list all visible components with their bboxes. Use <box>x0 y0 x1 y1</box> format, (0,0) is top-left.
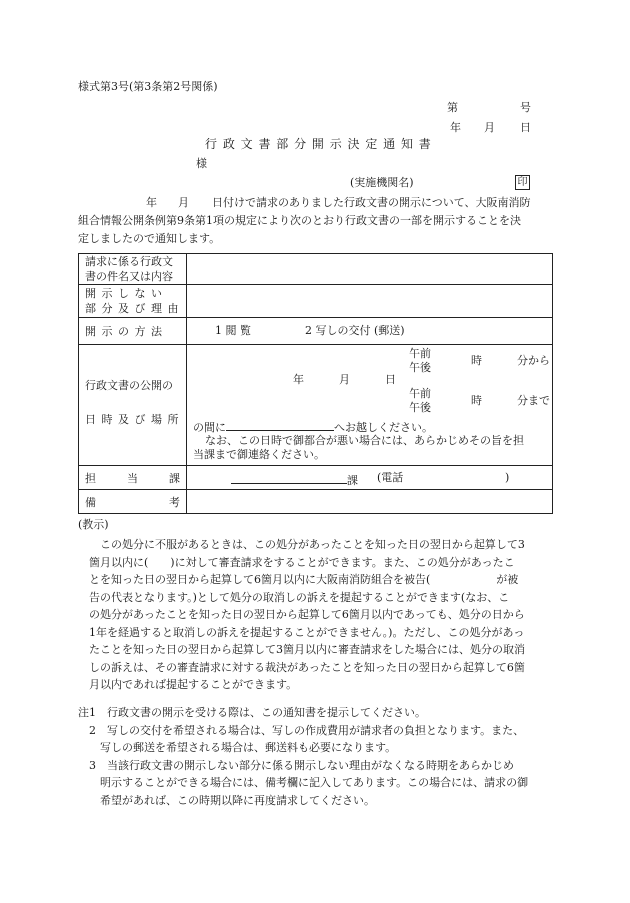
place-blank-underline <box>226 418 334 431</box>
label-department-text: 担 当 課 <box>85 471 180 485</box>
document-number-prefix: 第 <box>447 101 458 114</box>
label-request-subject <box>79 254 187 285</box>
start-hour-label: 時 <box>471 354 482 367</box>
schedule-month-label: 月 <box>339 373 350 386</box>
instruction-line: この処分に不服があるときは、この処分があったことを知った日の翌日から起算して3 <box>100 538 525 551</box>
instruction-line: 告の代表となります。)として処分の取消しの訴えを提起することができます(なお、こ <box>89 590 510 604</box>
instruction-line: とを知った日の翌日から起算して6箇月以内に大阪南消防組合を被告( が被 <box>89 573 519 586</box>
label-method <box>79 318 187 345</box>
note-2-line2: 写しの郵送を希望される場合は、郵送料も必要になります。 <box>100 741 397 754</box>
schedule-day-label: 日 <box>385 373 396 386</box>
row-method <box>79 318 553 345</box>
decision-table <box>78 253 553 514</box>
value-method <box>187 318 553 345</box>
instruction-line: の処分があったことを知った日の翌日から起算して6箇月以内であっても、処分の日から <box>89 608 525 621</box>
document-title: 行 政 文 書 部 分 開 示 決 定 通 知 書 <box>205 137 432 151</box>
document-number-suffix: 号 <box>520 101 531 114</box>
value-department <box>187 466 553 490</box>
department-suffix: 課 <box>347 474 358 487</box>
issuer-name: (実施機関名) <box>350 176 414 189</box>
end-minute-label: 分まで <box>517 394 550 407</box>
label-schedule <box>79 345 187 466</box>
date-day-label: 日 <box>520 121 531 134</box>
label-request-subject-line2: 書の件名又は内容 <box>85 270 173 283</box>
label-undisclosed <box>79 285 187 318</box>
place-between-text: の間に <box>193 421 226 434</box>
place-visit-text: へお越しください。 <box>334 421 433 434</box>
instruction-line: しの訴えは、その審査請求に対する裁決があったことを知った日の翌日から起算して6箇 <box>89 660 525 674</box>
value-schedule <box>187 345 553 466</box>
note-3-line2: 明示することができる場合には、備考欄に記入してあります。この場合には、請求の御 <box>100 776 529 789</box>
schedule-note-line1: なお、この日時で御都合が悪い場合には、あらかじめその旨を担 <box>205 434 524 447</box>
end-pm-label: 午後 <box>409 401 431 414</box>
start-minute-label: 分から <box>517 354 550 367</box>
method-option-copy: 2 写しの交付 (郵送) <box>305 324 405 337</box>
end-am-label: 午前 <box>409 387 431 400</box>
label-undisclosed-line2: 部 分 及 び 理 由 <box>85 302 180 315</box>
instruction-line: たことを知った日の翌日から起算して3箇月以内に審査請求をした場合には、処分の取消 <box>89 643 525 656</box>
department-blank-underline <box>231 471 347 484</box>
phone-close: ) <box>505 471 510 484</box>
notes-section <box>78 704 558 809</box>
end-hour-label: 時 <box>471 394 482 407</box>
seal-text: 印 <box>515 175 530 190</box>
row-request-subject <box>79 254 553 285</box>
intro-month: 月 <box>178 196 189 209</box>
instruction-body <box>78 536 553 694</box>
instruction-heading: (教示) <box>78 518 109 531</box>
start-am-label: 午前 <box>409 347 431 360</box>
value-request-subject <box>187 254 553 285</box>
schedule-year-label: 年 <box>293 373 304 386</box>
label-undisclosed-line1: 開 示 し な い <box>85 287 163 300</box>
note-1: 注1 行政文書の開示を受ける際は、この通知書を提示してください。 <box>78 706 426 719</box>
label-schedule-line2: 日 時 及 び 場 所 <box>85 413 180 426</box>
intro-year: 年 <box>146 196 157 209</box>
note-3-line3: 希望があれば、この時期以降に再度請求してください。 <box>100 793 375 807</box>
label-department <box>79 466 187 490</box>
date-month-label: 月 <box>484 121 495 134</box>
intro-line-1: 日付けで請求のありました行政文書の開示について、大阪南消防 <box>212 196 531 209</box>
value-remarks <box>187 490 553 514</box>
form-number: 様式第3号(第3条第2号関係) <box>78 80 218 93</box>
intro-line-3: 定しましたので通知します。 <box>78 232 221 245</box>
instruction-line: 箇月以内に( )に対して審査請求をすることができます。また、この処分があったこ <box>89 555 515 569</box>
phone-open: (電話 <box>377 471 404 484</box>
label-remarks <box>79 490 187 514</box>
label-request-subject-line1: 請求に係る行政文 <box>85 255 173 268</box>
department-line <box>231 471 358 488</box>
seal-mark <box>515 175 530 190</box>
note-2-line1: 2 写しの交付を希望される場合は、写しの作成費用が請求者の負担となります。また、 <box>89 723 525 737</box>
label-method-text: 開 示 の 方 法 <box>85 324 163 338</box>
label-schedule-line1: 行政文書の公開の <box>85 379 173 392</box>
instruction-line: 1年を経過すると取消しの訴えを提起することができません。)。ただし、この処分があっ <box>89 625 525 639</box>
value-undisclosed <box>187 285 553 318</box>
start-pm-label: 午後 <box>409 361 431 374</box>
row-schedule <box>79 345 553 466</box>
method-option-view: 1 閲 覧 <box>215 324 251 337</box>
row-undisclosed <box>79 285 553 318</box>
schedule-note-line2: 当課まで御連絡ください。 <box>193 448 325 461</box>
addressee-suffix: 様 <box>196 157 207 170</box>
intro-line-2: 組合情報公開条例第9条第1項の規定により次のとおり行政文書の一部を開示することを決 <box>78 214 521 227</box>
label-remarks-text: 備 考 <box>85 495 180 509</box>
date-year-label: 年 <box>450 121 461 134</box>
row-department <box>79 466 553 490</box>
place-line <box>193 418 433 435</box>
instruction-line: 月以内であれば提起することができます。 <box>89 678 298 691</box>
note-3-line1: 3 当該行政文書の開示しない部分に係る開示しない理由がなくなる時期をあらかじめ <box>89 758 514 772</box>
row-remarks <box>79 490 553 514</box>
